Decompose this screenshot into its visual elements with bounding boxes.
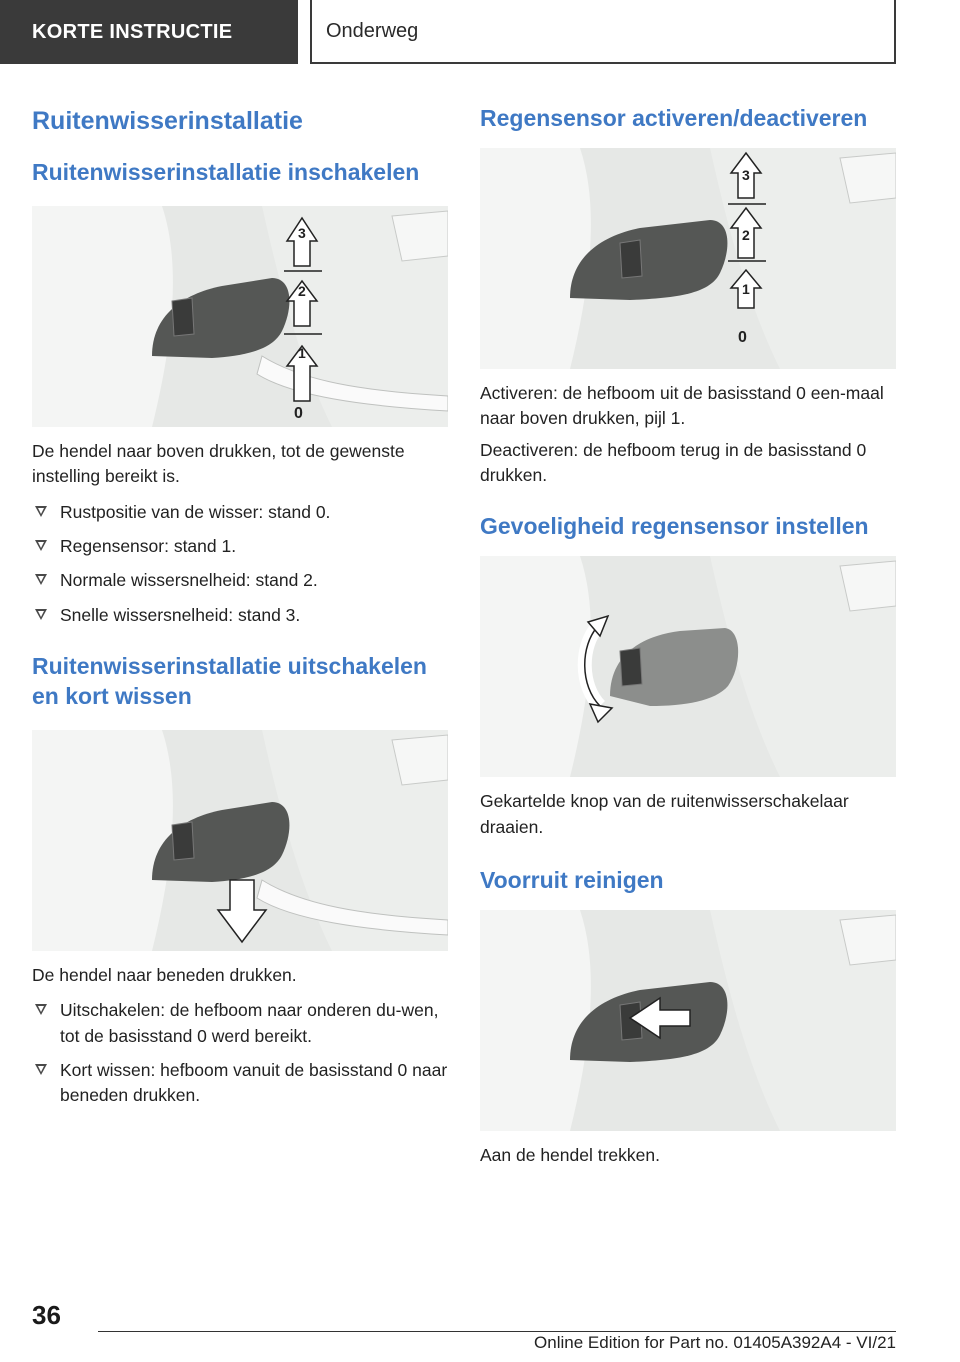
list-item	[32, 1058, 448, 1109]
figure-windshield-clean	[480, 910, 896, 1131]
list-item	[32, 568, 448, 593]
left-column	[32, 96, 448, 1118]
triangle-bullet-icon	[35, 1064, 47, 1075]
edition-note: Online Edition for Part no. 01405A392A4 - VI/21	[534, 1333, 896, 1352]
heading-wiper-on: Ruitenwisserinstallatie inschakelen	[32, 159, 420, 185]
list-item	[32, 603, 448, 628]
triangle-bullet-icon	[35, 540, 47, 551]
wiper-off-text: De hendel naar beneden drukken.	[32, 964, 297, 985]
chapter-tab: Onderweg	[310, 0, 896, 64]
sensitivity-text: Gekartelde knop van de ruitenwisserschakelaar draaien.	[480, 791, 849, 837]
heading-rain-sensor: Regensensor activeren/deactiveren	[480, 105, 868, 131]
page-header	[0, 0, 960, 66]
list-item	[32, 998, 448, 1049]
list-item-text: Regensensor: stand 1.	[60, 536, 237, 557]
figure-rain-sensor	[480, 148, 896, 369]
figure-label-1: 1	[742, 280, 750, 297]
figure-label-3: 3	[742, 166, 750, 183]
windshield-clean-text: Aan de hendel trekken.	[480, 1144, 660, 1165]
list-item-text: Normale wissersnelheid: stand 2.	[60, 570, 318, 591]
wiper-off-list	[32, 998, 448, 1109]
figure-wiper-down	[32, 730, 448, 951]
section-tab: KORTE INSTRUCTIE	[0, 0, 298, 64]
list-item-text: Rustpositie van de wisser: stand 0.	[60, 501, 331, 522]
figure-label-2: 2	[742, 226, 750, 243]
triangle-bullet-icon	[35, 506, 47, 517]
figure-label-3: 3	[298, 224, 306, 241]
figure-label-1: 1	[298, 344, 306, 361]
wiper-on-list	[32, 500, 448, 629]
page-title: Ruitenwisserinstallatie	[32, 107, 303, 135]
page-number: 36	[32, 1300, 61, 1330]
rain-sensor-activate-text: Activeren: de hefboom uit de basisstand 0 een‑maal naar boven drukken, pijl 1.	[480, 382, 884, 429]
list-item-text: Kort wissen: hefboom vanuit de basisstand 0 naar beneden drukken.	[60, 1060, 448, 1106]
figure-sensitivity	[480, 556, 896, 777]
footer-divider	[98, 1331, 896, 1332]
heading-wiper-off: Ruitenwisserinstallatie uitschakelen en kort wissen	[32, 653, 427, 710]
figure-label-0: 0	[738, 328, 747, 346]
figure-wiper-up	[32, 206, 448, 427]
figure-label-2: 2	[298, 282, 306, 299]
list-item-text: Snelle wissersnelheid: stand 3.	[60, 604, 301, 625]
list-item	[32, 500, 448, 525]
heading-windshield-clean: Voorruit reinigen	[480, 867, 664, 894]
right-column	[480, 96, 896, 1168]
list-item	[32, 534, 448, 559]
triangle-bullet-icon	[35, 609, 47, 620]
wiper-on-text: De hendel naar boven drukken, tot de gewenste instelling bereikt is.	[32, 440, 405, 487]
triangle-bullet-icon	[35, 1004, 47, 1015]
heading-sensitivity: Gevoeligheid regensensor instellen	[480, 513, 869, 540]
triangle-bullet-icon	[35, 574, 47, 585]
rain-sensor-deactivate-text: Deactiveren: de hefboom terug in de basisstand 0 drukken.	[480, 439, 867, 486]
list-item-text: Uitschakelen: de hefboom naar onderen du‑wen, tot de basisstand 0 werd bereikt.	[60, 1000, 439, 1046]
figure-label-0: 0	[294, 404, 303, 422]
